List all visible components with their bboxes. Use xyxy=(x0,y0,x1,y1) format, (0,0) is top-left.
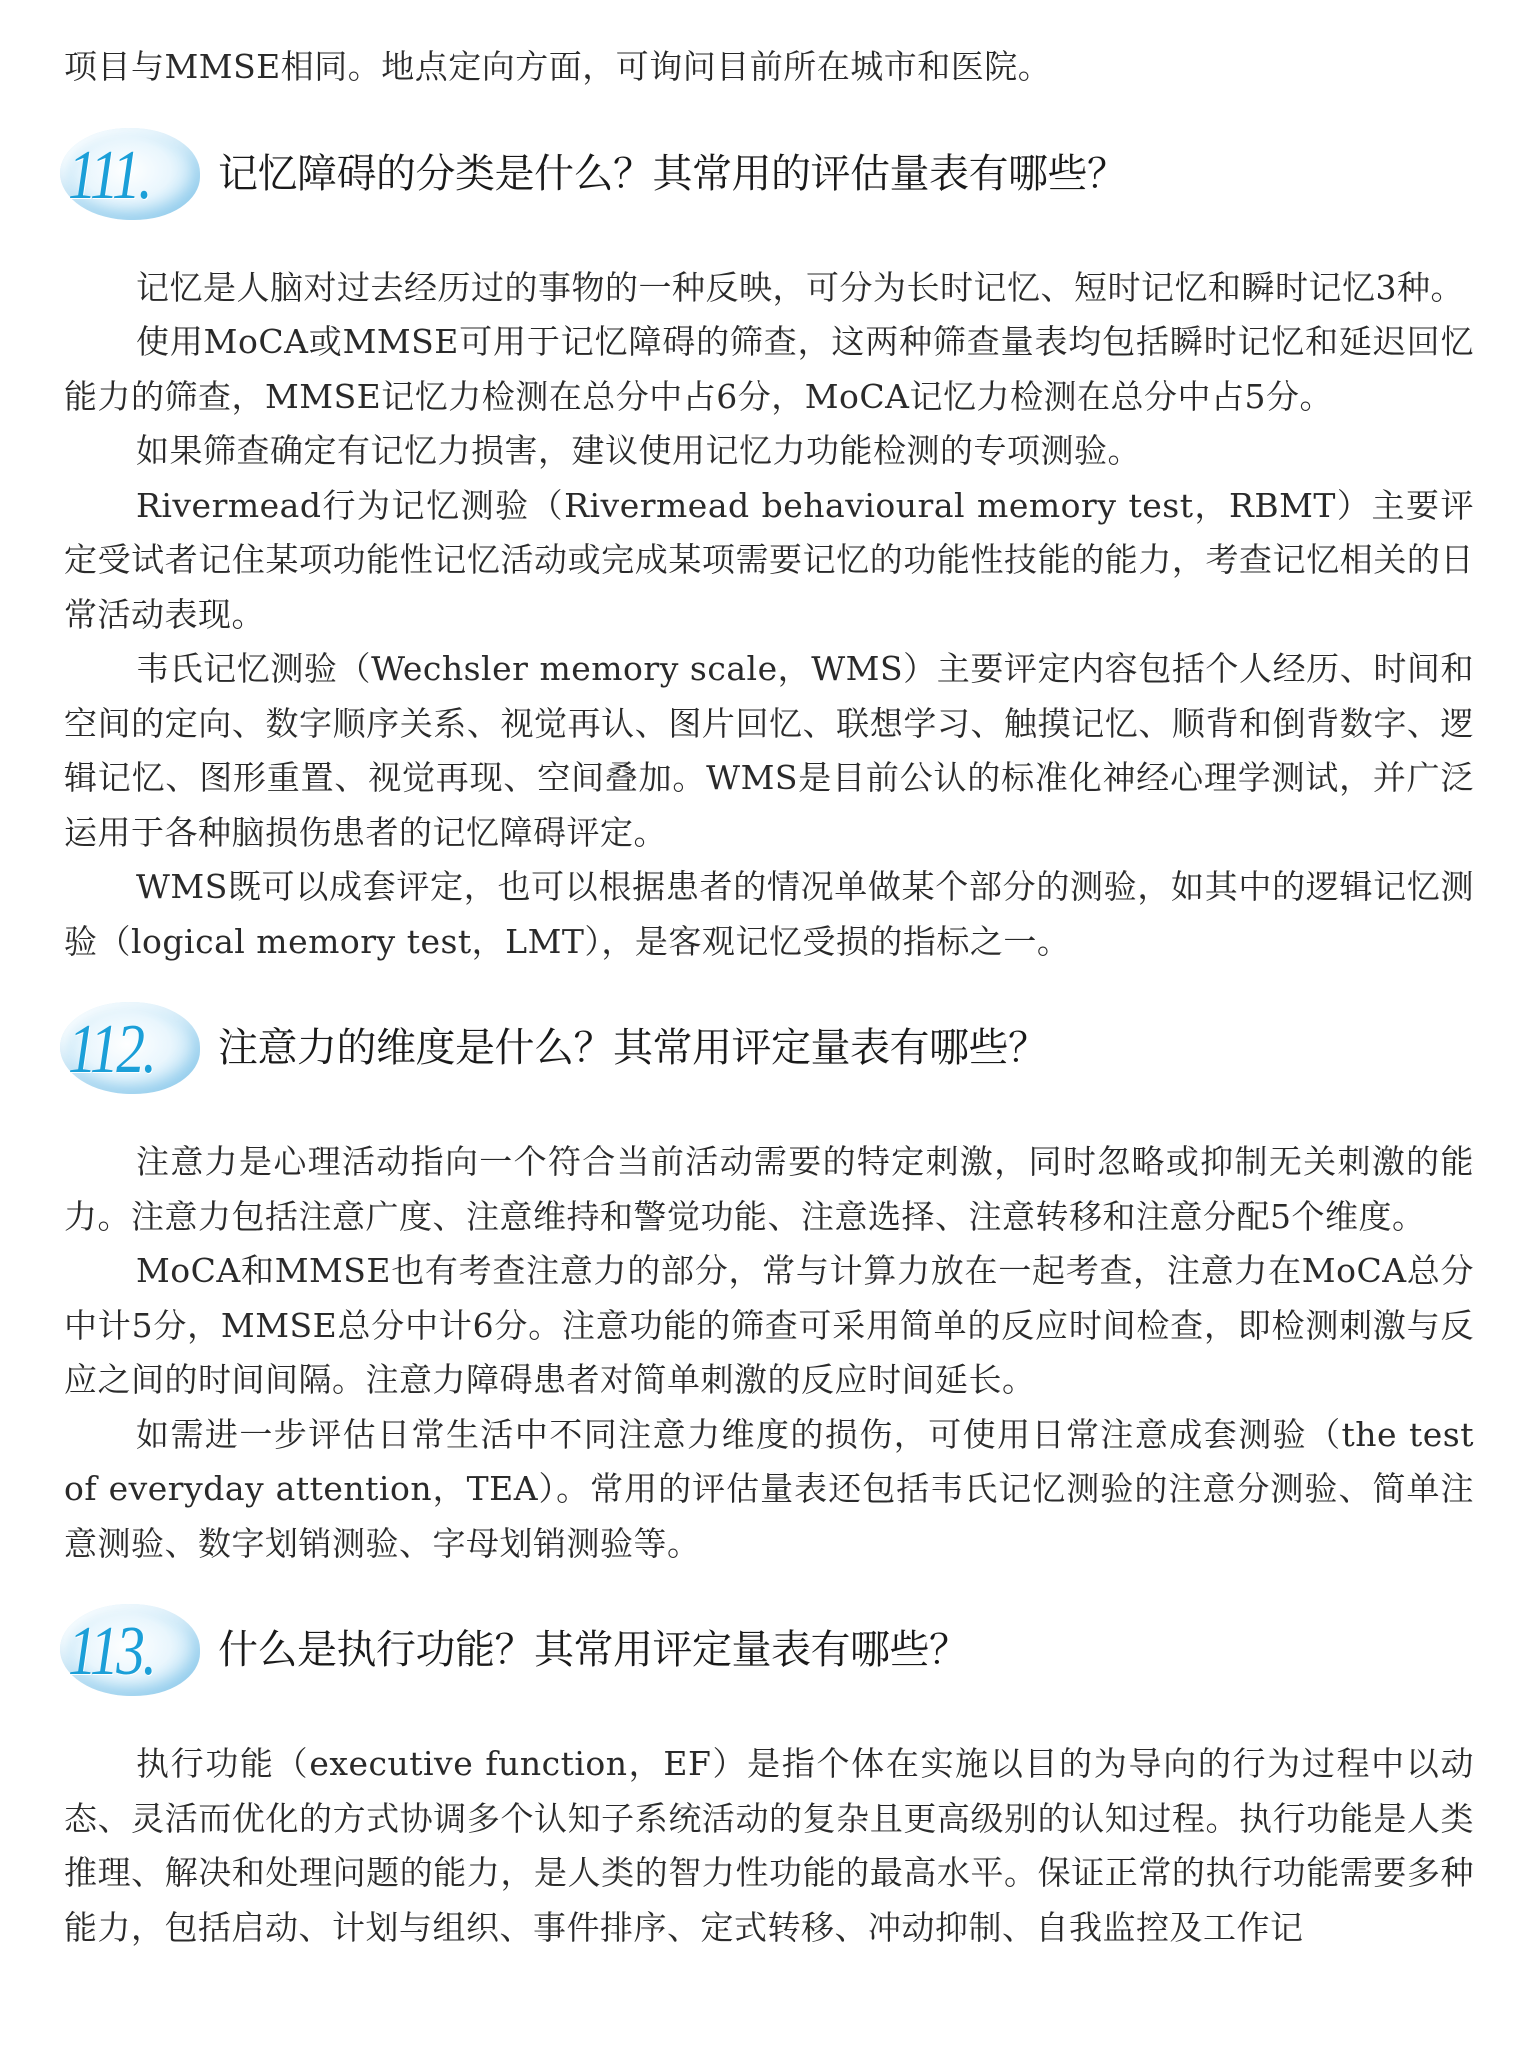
section-heading-113 xyxy=(64,1591,1474,1709)
page-content xyxy=(64,40,1474,1955)
body-paragraph: 执行功能（executive function，EF）是指个体在实施以目的为导向的行为过程中以动态、灵活而优化的方式协调多个认知子系统活动的复杂且更高级别的认知过程。执行功能是人类推理、解决和处理问题的能力，是人类的智力性功能的最高水平。保证正常的执行功能需要多种能力，包括启动、计划与组织、事件排序、定式转移、冲动抑制、自我监控及工作记 xyxy=(64,1744,1474,1947)
section-heading-112 xyxy=(64,989,1474,1107)
question-number: 113. xyxy=(68,1613,155,1690)
question-number: 112. xyxy=(68,1011,155,1088)
question-number-badge xyxy=(56,122,206,226)
intro-paragraph: 项目与MMSE相同。地点定向方面，可询问目前所在城市和医院。 xyxy=(64,47,1052,86)
section-title: 记忆障碍的分类是什么？其常用的评估量表有哪些？ xyxy=(218,150,1127,197)
body-paragraph: 使用MoCA或MMSE可用于记忆障碍的筛查，这两种筛查量表均包括瞬时记忆和延迟回忆能力的筛查，MMSE记忆力检测在总分中占6分，MoCA记忆力检测在总分中占5分。 xyxy=(64,322,1474,416)
body-paragraph: 如需进一步评估日常生活中不同注意力维度的损伤，可使用日常注意成套测验（the test of everyday attention，TEA）。常用的评估量表还包括韦氏记忆测验的注意分测验、简单注意测验、数字划销测验、字母划销测验等。 xyxy=(64,1414,1474,1563)
body-paragraph: 注意力是心理活动指向一个符合当前活动需要的特定刺激，同时忽略或抑制无关刺激的能力。注意力包括注意广度、注意维持和警觉功能、注意选择、注意转移和注意分配5个维度。 xyxy=(64,1142,1474,1236)
body-paragraph: MoCA和MMSE也有考查注意力的部分，常与计算力放在一起考查，注意力在MoCA总分中计5分，MMSE总分中计6分。注意功能的筛查可采用简单的反应时间检查，即检测刺激与反应之间的时间间隔。注意力障碍患者对简单刺激的反应时间延长。 xyxy=(64,1251,1474,1399)
section-heading-111 xyxy=(64,115,1474,233)
section-title: 什么是执行功能？其常用评定量表有哪些？ xyxy=(218,1627,969,1673)
body-paragraph: 韦氏记忆测验（Wechsler memory scale，WMS）主要评定内容包括个人经历、时间和空间的定向、数字顺序关系、视觉再认、图片回忆、联想学习、触摸记忆、顺背和倒背数字、逻辑记忆、图形重置、视觉再现、空间叠加。WMS是目前公认的标准化神经心理学测试，并广泛运用于各种脑损伤患者的记忆障碍评定。 xyxy=(64,649,1474,852)
body-paragraph: 记忆是人脑对过去经历过的事物的一种反映，可分为长时记忆、短时记忆和瞬时记忆3种。 xyxy=(136,267,1464,307)
body-paragraph: Rivermead行为记忆测验（Rivermead behavioural memory test，RBMT）主要评定受试者记住某项功能性记忆活动或完成某项需要记忆的功能性技能的能力，考查记忆相关的日常活动表现。 xyxy=(64,485,1474,634)
question-number-badge xyxy=(56,996,206,1100)
body-paragraph: 如果筛查确定有记忆力损害，建议使用记忆力功能检测的专项测验。 xyxy=(136,431,1141,470)
body-paragraph: WMS既可以成套评定，也可以根据患者的情况单做某个部分的测验，如其中的逻辑记忆测验（logical memory test，LMT），是客观记忆受损的指标之一。 xyxy=(64,867,1474,961)
section-title: 注意力的维度是什么？其常用评定量表有哪些？ xyxy=(218,1025,1048,1071)
question-number-badge xyxy=(56,1598,206,1702)
question-number: 111. xyxy=(68,136,151,214)
